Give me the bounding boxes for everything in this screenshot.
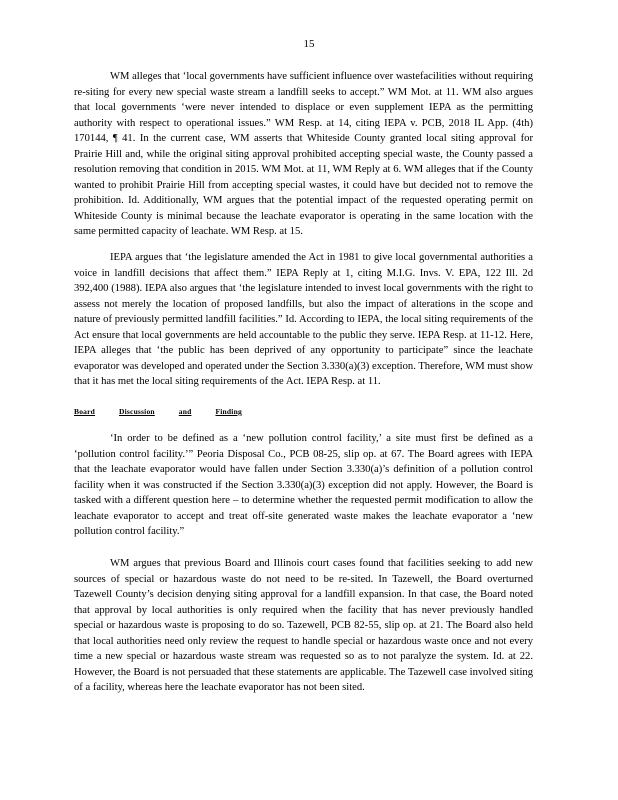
heading-word: Finding [215,407,242,416]
page-number: 15 [303,38,315,50]
paragraph-wm-previous-cases [74,556,533,696]
paragraph-text: IEPA argues that ‘the legislature amended the Act in 1981 to give local governmental authorities a voice in landfill decisions that affect them.” IEPA Reply at 1, citing M.I.G. Invs. V. EPA, 122 Ill. 2d 392,400 (1988). IEPA also argues that ‘the legislature intended to invest local governments with the right to assess not merely the location of proposed landfills, but also the impact of alterations in the scope and nature of previously permitted landfill facilities.” Id. According to IEPA, the local siting requirements of the Act ensure that local governments are held accountable to the public they serve. IEPA Resp. at 11-12. Here, IEPA alleges that ‘the public has been deprived of any opportunity to participate” since the leachate evaporator was developed and operated under the Section 3.330(a)(3) exception. Therefore, WM must show that it has met the local siting requirements of the Act. IEPA Resp. at 11. [74,252,533,387]
paragraph-iepa-argues [74,250,533,390]
paragraph-definition [74,431,533,540]
heading-word: and [178,407,192,416]
section-heading [74,404,242,420]
heading-word: Discussion [119,407,155,416]
paragraph-wm-alleges [74,69,533,240]
paragraph-text: WM argues that previous Board and Illinois court cases found that facilities seeking to add new sources of special or hazardous waste do not need to be re-sited. In Tazewell, the Board overturned Tazewell County’s decision denying siting approval for a landfill expansion. In that case, the Board noted that approval by local authorities is only required when the facility that has never previously handled special or hazardous waste is proposing to do so. Tazewell, PCB 82-55, slip op. at 21. The Board also held that local authorities need only review the request to handle special or hazardous waste once and not every time a new special or hazardous waste stream was requested so as to not paralyze the system. Id. at 22. However, the Board is not persuaded that these statements are applicable. The Tazewell case involved siting of a facility, whereas here the leachate evaporator has not been sited. [74,558,533,693]
paragraph-text: ‘In order to be defined as a ‘new pollution control facility,’ a site must first be defined as a ‘pollution control facility.’” Peoria Disposal Co., PCB 08-25, slip op. at 67. The Board agrees with IEPA that the leachate evaporator would have fallen under Section 3.330(a)’s definition of a pollution control facility when it was constructed if the Section 3.330(a)(3) exception did not apply. However, the Board is tasked with a different question here – to determine whether the requested permit modification to allow the leachate evaporator to accept and treat off-site generated waste makes the leachate evaporator a ‘new pollution control facility.” [74,433,533,537]
heading-word: Board [74,407,96,416]
paragraph-text: WM alleges that ‘local governments have sufficient influence over wastefacilities without requiring re-siting for every new special waste stream a landfill seeks to accept.” WM Mot. at 11. WM also argues that local governments ‘were never intended to displace or even supplement IEPA as the permitting authority with respect to operational issues.” WM Resp. at 14, citing IEPA v. PCB, 2018 IL App. (4th) 170144, ¶ 41. In the current case, WM asserts that Whiteside County granted local siting approval for Prairie Hill and, while the original siting approval prohibited accepting special waste, the County passed a resolution removing that condition in 2015. WM Mot. at 11, WM Reply at 6. WM alleges that if the County wanted to prohibit Prairie Hill from accepting special wastes, it could have but decided not to remove the prohibition. Id. Additionally, WM argues that the potential impact of the requested operating permit on Whiteside County is minimal because the leachate evaporator is operating in the same location with the same permitted capacity of leachate. WM Resp. at 15. [74,71,533,237]
